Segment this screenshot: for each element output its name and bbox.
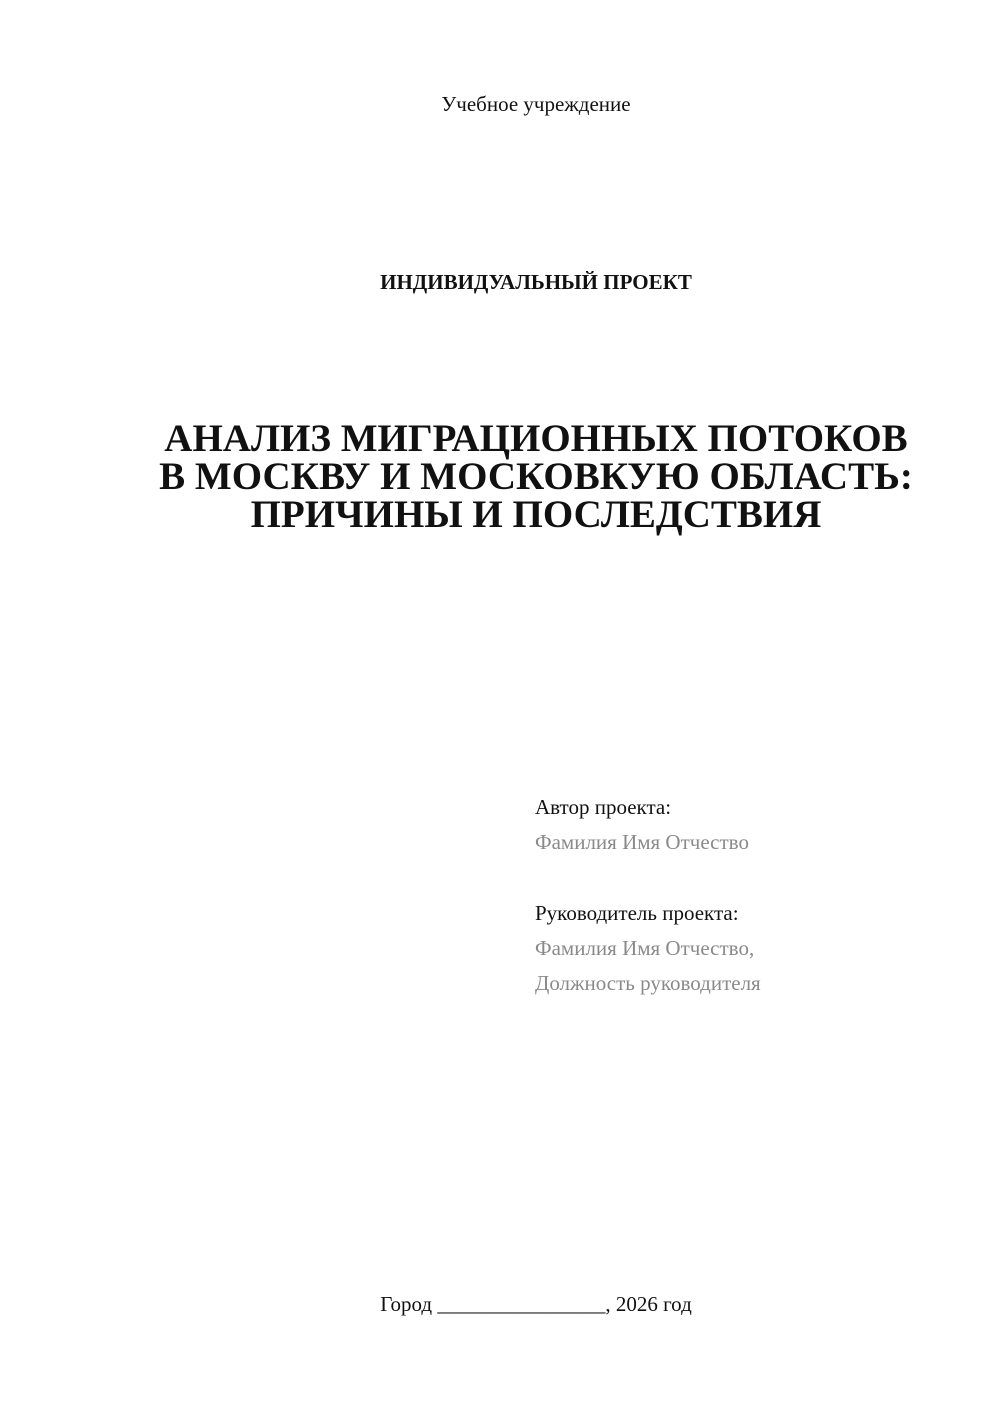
supervisor-name: Фамилия Имя Отчество, (535, 936, 755, 960)
project-title-line-1: АНАЛИЗ МИГРАЦИОННЫХ ПОТОКОВ (164, 417, 908, 460)
project-credits (535, 790, 955, 1001)
document-type: ИНДИВИДУАЛЬНЫЙ ПРОЕКТ (380, 270, 692, 294)
credits-spacer (535, 860, 955, 896)
city-year-line: Город ________________, 2026 год (380, 1292, 692, 1316)
supervisor-position: Должность руководителя (535, 971, 761, 995)
project-title (120, 417, 952, 536)
supervisor-label: Руководитель проекта: (535, 901, 739, 925)
author-name: Фамилия Имя Отчество (535, 830, 749, 854)
author-label: Автор проекта: (535, 795, 672, 819)
project-title-line-3: ПРИЧИНЫ И ПОСЛЕДСТВИЯ (250, 493, 822, 536)
project-title-line-2: В МОСКВУ И МОСКОВКУЮ ОБЛАСТЬ: (159, 455, 913, 498)
institution-name: Учебное учреждение (441, 92, 631, 116)
